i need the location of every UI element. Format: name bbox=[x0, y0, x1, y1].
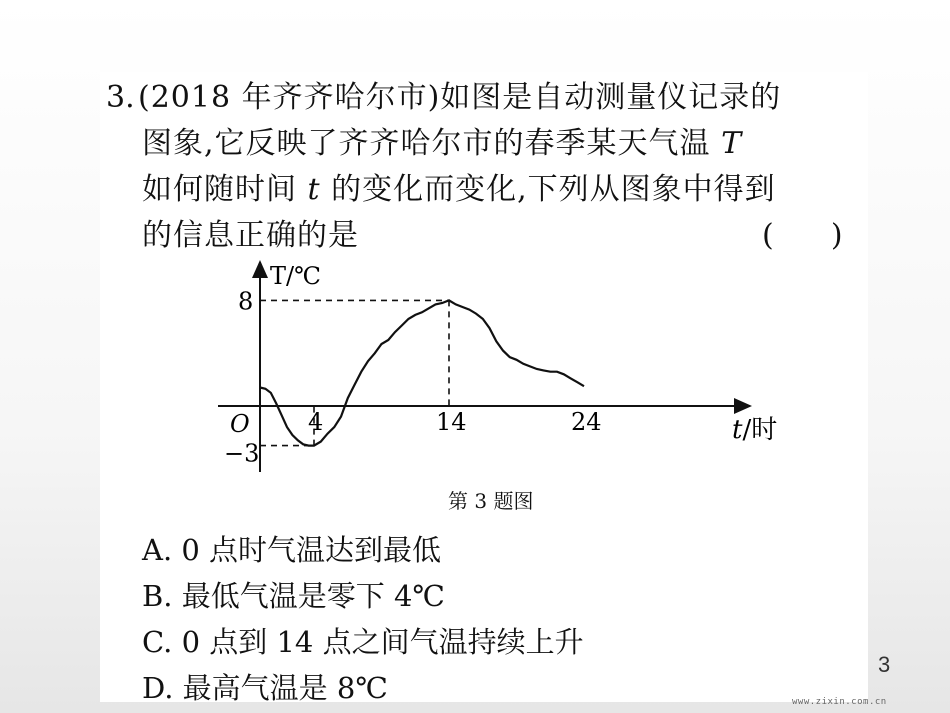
option-d[interactable]: D. 最高气温是 8℃ bbox=[142, 671, 388, 705]
y-axis-label: T/℃ bbox=[270, 262, 321, 290]
temperature-chart bbox=[100, 72, 868, 502]
answer-blank: ( ) bbox=[762, 218, 843, 253]
watermark: www.zixin.com.cn bbox=[792, 697, 887, 707]
option-b[interactable]: B. 最低气温是零下 4℃ bbox=[142, 579, 445, 613]
origin-label: O bbox=[230, 410, 250, 438]
variable-t: t bbox=[307, 172, 321, 207]
figure-caption: 第 3 题图 bbox=[448, 489, 534, 513]
question-line-3-text-a: 如何随时间 bbox=[142, 172, 308, 207]
question-line-4: 的信息正确的是 bbox=[142, 218, 359, 253]
x-tick-14: 14 bbox=[436, 408, 467, 436]
x-axis-unit: /时 bbox=[742, 415, 778, 445]
option-a[interactable]: A. 0 点时气温达到最低 bbox=[142, 533, 442, 567]
question-line-3-text-b: 的变化而变化,下列从图象中得到 bbox=[320, 172, 776, 207]
x-axis-label bbox=[732, 415, 777, 445]
question-line-1: (2018 年齐齐哈尔市)如图是自动测量仪记录的 bbox=[138, 80, 782, 115]
y-tick-8: 8 bbox=[238, 287, 254, 316]
question-line-2-text: 图象,它反映了齐齐哈尔市的春季某天气温 bbox=[142, 126, 722, 161]
x-axis-var: t bbox=[732, 415, 743, 445]
option-c[interactable]: C. 0 点到 14 点之间气温持续上升 bbox=[142, 625, 584, 659]
x-tick-24: 24 bbox=[571, 408, 602, 436]
x-tick-4: 4 bbox=[308, 408, 324, 436]
question-number: 3. bbox=[106, 80, 135, 115]
page-number: 3 bbox=[878, 652, 891, 677]
y-tick-neg3: −3 bbox=[224, 439, 260, 468]
variable-T: T bbox=[721, 126, 743, 161]
